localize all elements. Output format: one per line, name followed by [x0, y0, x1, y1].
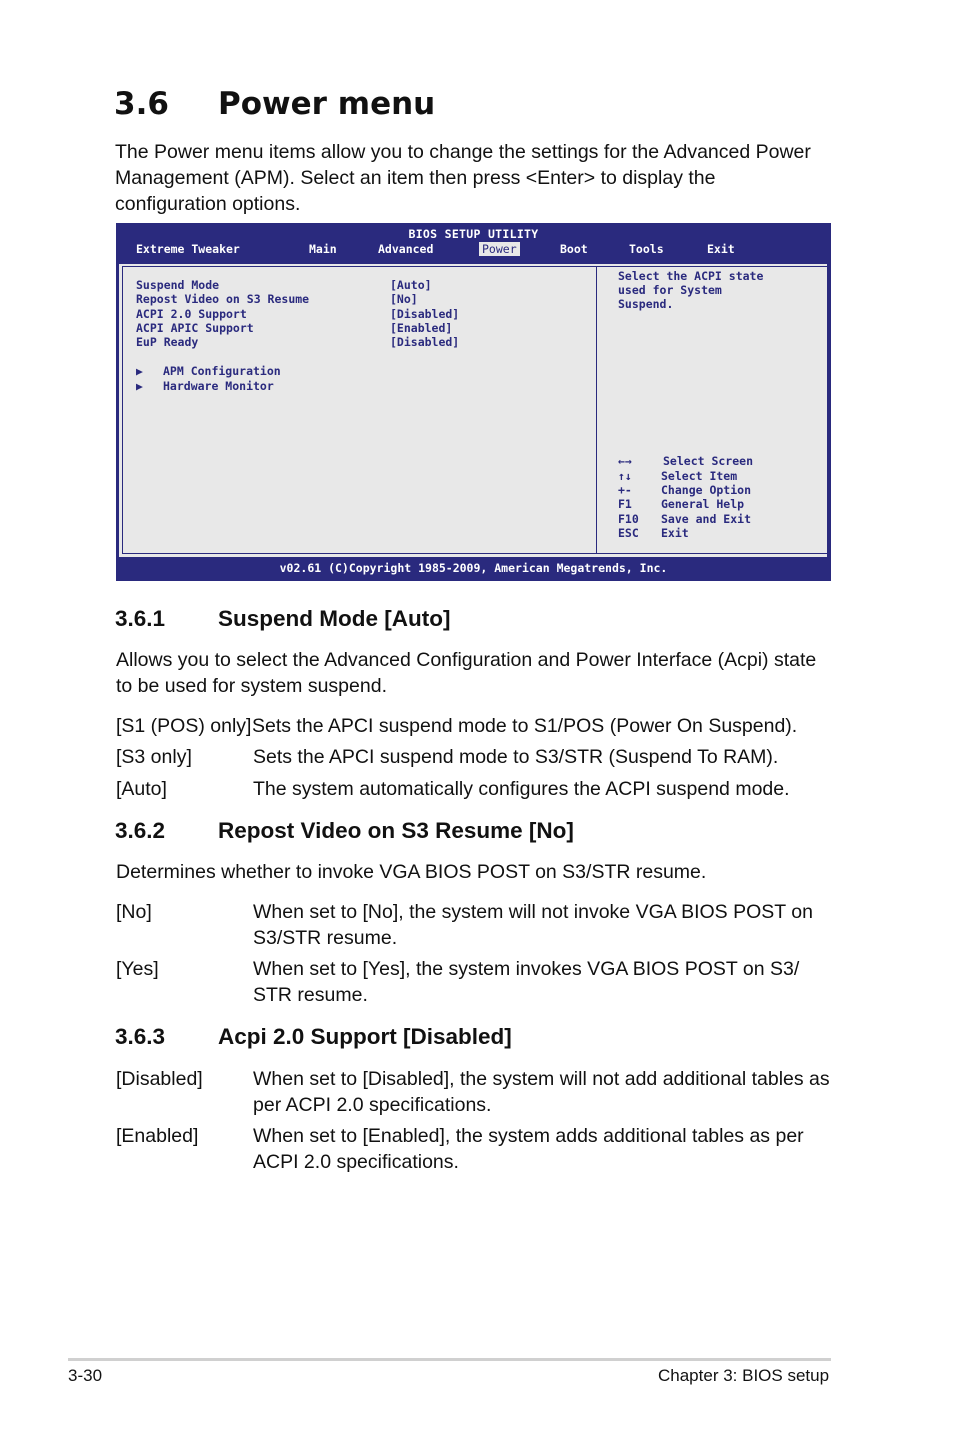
intro-paragraph: The Power menu items allow you to change the settings for the Advanced Power Management (APM). Select an item then press <Enter> to display the configuration options.: [115, 141, 811, 215]
bios-menu-extreme-tweaker[interactable]: Extreme Tweaker: [136, 242, 240, 256]
option-key: [Enabled]: [116, 1125, 199, 1147]
page-title: [114, 86, 435, 122]
heading-3-6-3: 3.6.3 Acpi 2.0 Support [Disabled]: [115, 1024, 512, 1049]
repost-video-description: Determines whether to invoke VGA BIOS POST on S3/STR resume.: [116, 861, 707, 883]
page-number: 3-30: [68, 1366, 103, 1385]
bios-key-action: Save and Exit: [661, 512, 752, 526]
bios-menu-main[interactable]: Main: [309, 242, 337, 256]
option-desc: When set to [Enabled], the system adds additional tables as per ACPI 2.0 specifications.: [253, 1125, 804, 1173]
bios-panel: [119, 264, 827, 557]
footer-rule: [68, 1358, 831, 1361]
bios-item-value[interactable]: [Disabled]: [390, 307, 460, 321]
bios-submenu-hardware-monitor[interactable]: ▶ Hardware Monitor: [136, 379, 274, 393]
bios-key: ESC: [618, 526, 639, 540]
bios-key: +-: [618, 483, 632, 497]
option-key: [Yes]: [116, 958, 159, 980]
option-key: [S3 only]: [116, 746, 192, 768]
bios-menu-boot[interactable]: Boot: [560, 242, 588, 256]
triangle-right-icon: ▶: [136, 379, 143, 393]
bios-item-label[interactable]: Repost Video on S3 Resume: [136, 292, 310, 306]
bios-menu-power[interactable]: Power: [479, 242, 520, 256]
section-title: Power menu: [218, 86, 436, 122]
bios-item-label[interactable]: Suspend Mode: [136, 278, 220, 292]
bios-help-text: Select the ACPI state: [618, 269, 764, 283]
bios-submenu-apm[interactable]: ▶ APM Configuration: [136, 364, 281, 378]
bios-key: ↑↓: [618, 469, 632, 483]
section-number: 3.6: [114, 86, 169, 122]
triangle-right-icon: ▶: [136, 364, 143, 378]
bios-item-value[interactable]: [Disabled]: [390, 335, 460, 349]
bios-key: ←→: [618, 454, 632, 468]
bios-title: BIOS SETUP UTILITY: [408, 227, 539, 241]
option-key: [No]: [116, 901, 152, 923]
bios-menu-advanced[interactable]: Advanced: [378, 242, 434, 256]
bios-item-value[interactable]: [Auto]: [390, 278, 432, 292]
bios-key-action: Select Screen: [663, 454, 754, 468]
bios-help-text: Suspend.: [618, 297, 674, 311]
bios-item-label[interactable]: ACPI APIC Support: [136, 321, 254, 335]
option-key: [Disabled]: [116, 1068, 203, 1090]
heading-3-6-1: 3.6.1 Suspend Mode [Auto]: [115, 606, 451, 631]
bios-item-value[interactable]: [No]: [390, 292, 418, 306]
bios-screen: [116, 223, 831, 581]
bios-key: F10: [618, 512, 639, 526]
option-desc: The system automatically configures the ACPI suspend mode.: [253, 778, 790, 800]
bios-item-label[interactable]: ACPI 2.0 Support: [136, 307, 247, 321]
bios-key: F1: [618, 497, 632, 511]
suspend-mode-description: Allows you to select the Advanced Configuration and Power Interface (Acpi) state to be used for system suspend.: [116, 649, 817, 697]
bios-key-action: Select Item: [661, 469, 738, 483]
option-key: [Auto]: [116, 778, 167, 800]
bios-divider: [596, 266, 597, 554]
bios-item-value[interactable]: [Enabled]: [390, 321, 453, 335]
heading-3-6-2: 3.6.2 Repost Video on S3 Resume [No]: [115, 818, 574, 843]
bios-key-action: Exit: [661, 526, 689, 540]
option-desc: Sets the APCI suspend mode to S1/POS (Power On Suspend).: [252, 715, 798, 737]
bios-key-action: General Help: [661, 497, 745, 511]
bios-item-label[interactable]: EuP Ready: [136, 335, 199, 349]
bios-menu-exit[interactable]: Exit: [707, 242, 735, 256]
option-desc: When set to [No], the system will not invoke VGA BIOS POST on S3/STR resume.: [253, 901, 813, 949]
option-desc: When set to [Yes], the system invokes VGA BIOS POST on S3/ STR resume.: [253, 958, 800, 1006]
bios-help-text: used for System: [618, 283, 722, 297]
option-desc: Sets the APCI suspend mode to S3/STR (Suspend To RAM).: [253, 746, 779, 768]
option-desc: When set to [Disabled], the system will not add additional tables as per ACPI 2.0 specifications.: [253, 1068, 830, 1116]
chapter-label: Chapter 3: BIOS setup: [658, 1366, 830, 1385]
bios-copyright: v02.61 (C)Copyright 1985-2009, American Megatrends, Inc.: [279, 561, 668, 575]
bios-key-action: Change Option: [661, 483, 752, 497]
bios-menu-tools[interactable]: Tools: [629, 242, 664, 256]
option-key: [S1 (POS) only]: [116, 715, 252, 737]
